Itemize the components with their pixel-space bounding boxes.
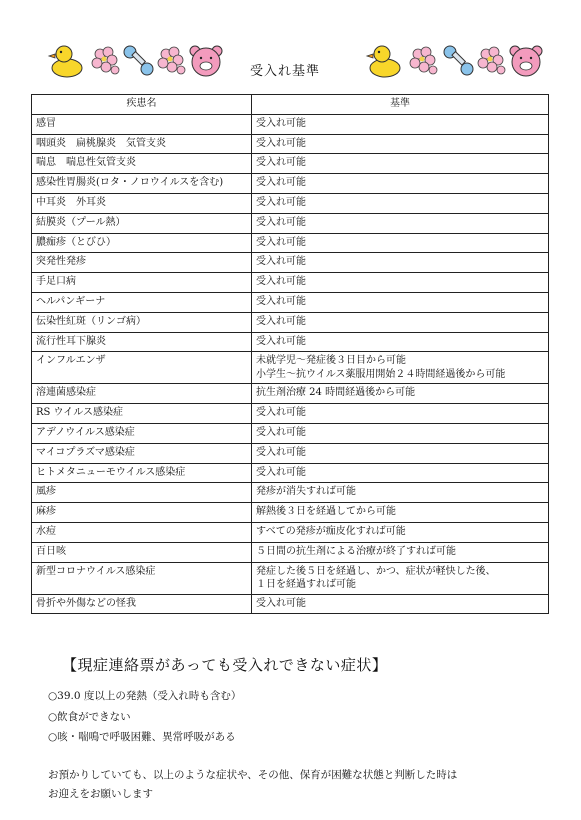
criteria-text: 受入れ可能: [256, 137, 306, 149]
criteria-cell: [252, 463, 549, 483]
criteria-text: 受入れ可能: [256, 426, 306, 438]
criteria-cell: [252, 423, 549, 443]
table-row: [32, 542, 549, 562]
criteria-text: 抗生剤治療 24 時間経過後から可能: [256, 387, 416, 399]
table-row: [32, 114, 549, 134]
pig-icon: [186, 40, 226, 80]
criteria-cell: [252, 332, 549, 352]
list-item: ○39.0 度以上の発熱（受入れ時も含む）: [48, 690, 242, 702]
criteria-text: 受入れ可能: [256, 446, 306, 458]
table-row: [32, 562, 549, 594]
criteria-text: 発疹が消失すれば可能: [256, 486, 356, 498]
criteria-text: ５日間の抗生剤による治療が終了すれば可能: [256, 545, 456, 557]
disease-name-cell: 百日咳: [32, 542, 252, 562]
criteria-cell: [252, 562, 549, 594]
table-row: [32, 384, 549, 404]
criteria-text: 発症した後５日を経過し、かつ、症状が軽快した後、: [256, 565, 496, 577]
criteria-cell: [252, 384, 549, 404]
criteria-cell: [252, 154, 549, 174]
criteria-cell: [252, 443, 549, 463]
criteria-cell: [252, 503, 549, 523]
table-row: [32, 273, 549, 293]
table-row: [32, 193, 549, 213]
criteria-text: 受入れ可能: [256, 196, 306, 208]
disease-name-cell: 流行性耳下腺炎: [32, 332, 252, 352]
disease-name-cell: 膿痂疹（とびひ）: [32, 233, 252, 253]
criteria-text: 受入れ可能: [256, 315, 306, 327]
criteria-text: 受入れ可能: [256, 236, 306, 248]
criteria-cell: [252, 273, 549, 293]
disease-name-cell: 咽頭炎 扁桃腺炎 気管支炎: [32, 134, 252, 154]
disease-name-cell: マイコプラズマ感染症: [32, 443, 252, 463]
table-row: [32, 134, 549, 154]
criteria-text: 受入れ可能: [256, 177, 306, 189]
disease-name-cell: RS ウイルス感染症: [32, 404, 252, 424]
criteria-table: [31, 94, 549, 614]
table-row: [32, 332, 549, 352]
note-line: お迎えをお願いします: [48, 788, 153, 800]
criteria-cell: [252, 542, 549, 562]
criteria-text: 受入れ可能: [256, 335, 306, 347]
table-row: [32, 594, 549, 614]
column-header-criteria: 基準: [252, 95, 549, 115]
criteria-text: 小学生～抗ウイルス薬服用開始２４時間経過後から可能: [256, 368, 506, 380]
table-row: [32, 233, 549, 253]
criteria-cell: [252, 253, 549, 273]
disease-name-cell: アデノウイルス感染症: [32, 423, 252, 443]
table-row: [32, 443, 549, 463]
criteria-cell: [252, 213, 549, 233]
header: [0, 40, 581, 92]
table-row: [32, 253, 549, 273]
table-row: [32, 352, 549, 384]
criteria-text: すべての発疹が痂皮化すれば可能: [256, 525, 406, 537]
note-line: お預かりしていても、以上のような症状や、その他、保育が困難な状態と判断した時は: [48, 769, 458, 781]
disease-name-cell: 感染性胃腸炎(ロタ・ノロウイルスを含む): [32, 174, 252, 194]
disease-name-cell: 突発性発疹: [32, 253, 252, 273]
table-row: [32, 154, 549, 174]
disease-name-cell: 新型コロナウイルス感染症: [32, 562, 252, 594]
table-row: [32, 423, 549, 443]
criteria-cell: [252, 134, 549, 154]
table-row: [32, 463, 549, 483]
disease-name-cell: ヒトメタニューモウイルス感染症: [32, 463, 252, 483]
table-row: [32, 483, 549, 503]
criteria-cell: [252, 292, 549, 312]
list-item: ○飲食ができない: [48, 710, 131, 723]
disease-name-cell: 水痘: [32, 522, 252, 542]
criteria-cell: [252, 483, 549, 503]
disease-name-cell: 喘息 喘息性気管支炎: [32, 154, 252, 174]
duck-icon: [364, 40, 404, 80]
criteria-cell: [252, 193, 549, 213]
disease-name-cell: 感冒: [32, 114, 252, 134]
criteria-cell: [252, 522, 549, 542]
criteria-text: 受入れ可能: [256, 597, 306, 609]
criteria-text: １日を経過すれば可能: [256, 579, 356, 591]
disease-name-cell: 溶連菌感染症: [32, 384, 252, 404]
disease-name-cell: 麻疹: [32, 503, 252, 523]
disease-name-cell: ヘルパンギーナ: [32, 292, 252, 312]
criteria-cell: [252, 312, 549, 332]
disease-name-cell: 手足口病: [32, 273, 252, 293]
table-row: [32, 312, 549, 332]
criteria-cell: [252, 404, 549, 424]
table-header-row: [32, 95, 549, 115]
criteria-text: 受入れ可能: [256, 157, 306, 169]
table-row: [32, 292, 549, 312]
disease-name-cell: 中耳炎 外耳炎: [32, 193, 252, 213]
table-row: [32, 503, 549, 523]
table-row: [32, 213, 549, 233]
symptom-list: [48, 688, 241, 750]
page-title: 受入れ基準: [250, 64, 321, 79]
criteria-text: 受入れ可能: [256, 276, 306, 288]
footer-note: [48, 766, 548, 804]
criteria-text: 受入れ可能: [256, 117, 306, 129]
criteria-text: 受入れ可能: [256, 466, 306, 478]
criteria-cell: [252, 352, 549, 384]
table-row: [32, 522, 549, 542]
criteria-text: 受入れ可能: [256, 407, 306, 419]
pig-icon: [506, 40, 546, 80]
criteria-text: 解熱後３日を経過してから可能: [256, 506, 396, 518]
disease-name-cell: 風疹: [32, 483, 252, 503]
criteria-text: 受入れ可能: [256, 256, 306, 268]
disease-name-cell: 伝染性紅斑（リンゴ病）: [32, 312, 252, 332]
criteria-text: 未就学児～発症後３日目から可能: [256, 355, 406, 367]
criteria-cell: [252, 114, 549, 134]
table-row: [32, 174, 549, 194]
disease-name-cell: 結膜炎（プール熱）: [32, 213, 252, 233]
disease-name-cell: 骨折や外傷などの怪我: [32, 594, 252, 614]
table-row: [32, 404, 549, 424]
criteria-cell: [252, 233, 549, 253]
duck-icon: [46, 40, 86, 80]
list-item: ○咳・喘鳴で呼吸困難、異常呼吸がある: [48, 731, 236, 743]
criteria-cell: [252, 594, 549, 614]
criteria-text: 受入れ可能: [256, 216, 306, 228]
disease-name-cell: インフルエンザ: [32, 352, 252, 384]
column-header-disease: 疾患名: [32, 95, 252, 115]
section-heading: 【現症連絡票があっても受入れできない症状】: [62, 656, 388, 674]
criteria-text: 受入れ可能: [256, 295, 306, 307]
criteria-cell: [252, 174, 549, 194]
